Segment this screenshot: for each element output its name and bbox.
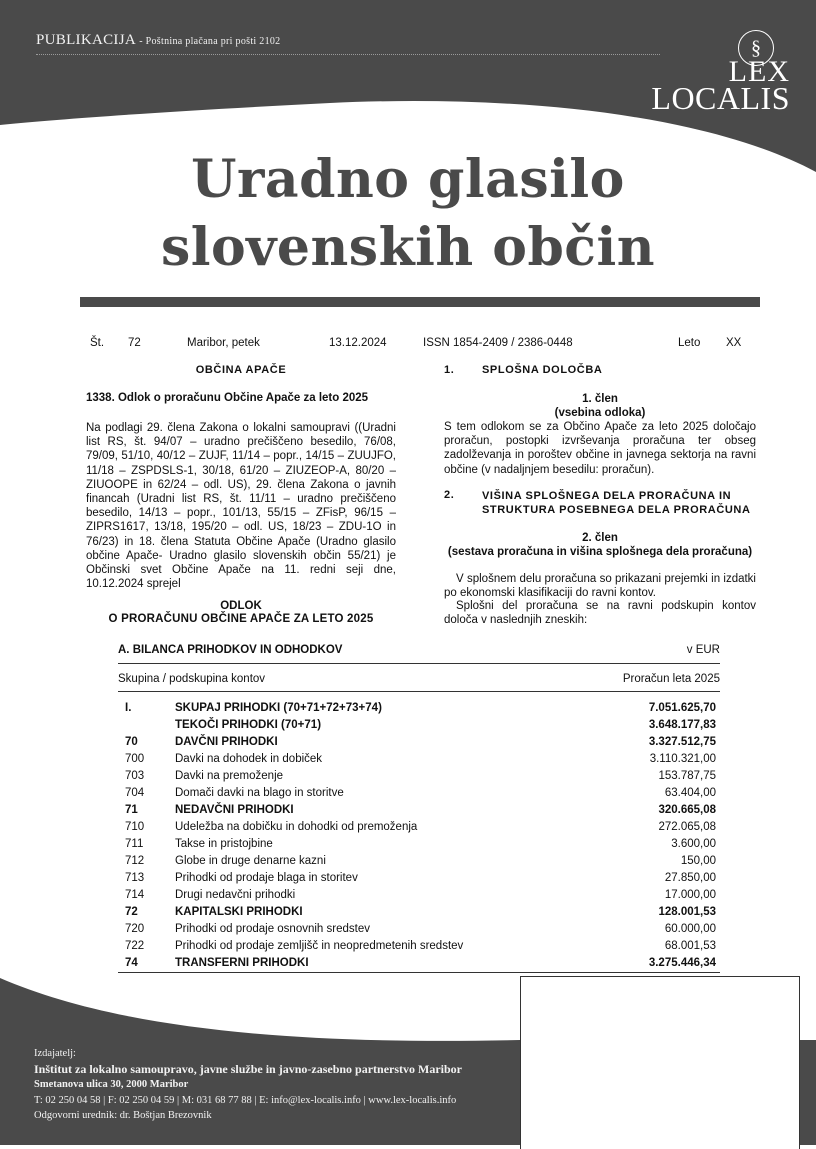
budget-balance-table	[118, 644, 720, 973]
row-value: 7.051.625,70	[648, 702, 716, 714]
row-name: Prihodki od prodaje blaga in storitev	[175, 872, 358, 884]
article2-paragraph2: Splošni del proračuna se na ravni podskupin kontov določa v naslednjih zneskih:	[444, 600, 756, 627]
issue-number-label: Št.	[90, 337, 105, 349]
article2-title: 2. člen	[582, 532, 618, 544]
table-title: A. BILANCA PRIHODKOV IN ODHODKOV	[118, 644, 343, 656]
row-name: Prihodki od prodaje zemljišč in neopredmetenih sredstev	[175, 940, 464, 952]
odlok-heading: ODLOK	[220, 600, 262, 612]
table-body	[118, 700, 720, 973]
row-value: 17.000,00	[664, 889, 716, 901]
logo-line2: LOCALIS	[651, 80, 790, 116]
row-name: Prihodki od prodaje osnovnih sredstev	[175, 923, 370, 935]
row-code	[118, 717, 175, 734]
row-name: SKUPAJ PRIHODKI (70+71+72+73+74)	[175, 702, 382, 714]
odlok-subheading: O PRORAČUNU OBČINE APAČE ZA LETO 2025	[108, 613, 374, 625]
row-value: 153.787,75	[658, 770, 716, 782]
row-code: 72	[125, 906, 138, 918]
row-name: NEDAVČNI PRIHODKI	[175, 804, 294, 816]
table-row	[118, 887, 720, 904]
row-name: TRANSFERNI PRIHODKI	[175, 957, 309, 969]
table-row	[118, 921, 720, 938]
responsible-editor: Odgovorni urednik: dr. Boštjan Brezovnik	[34, 1110, 212, 1121]
row-value: 320.665,08	[658, 804, 716, 816]
row-name: Takse in pristojbine	[175, 838, 273, 850]
row-code: 704	[125, 787, 145, 799]
row-name: Udeležba na dobičku in dohodki od premoženja	[175, 821, 418, 833]
row-code: I.	[125, 702, 132, 714]
postage-note: - Poštnina plačana pri pošti 2102	[139, 36, 281, 47]
row-value: 3.648.177,83	[648, 719, 716, 731]
row-name: Davki na dohodek in dobiček	[175, 753, 323, 765]
row-code: 71	[125, 804, 138, 816]
article1-subtitle: (vsebina odloka)	[554, 407, 646, 419]
lex-localis-logo	[650, 55, 790, 116]
table-row	[118, 751, 720, 768]
dotted-divider	[36, 54, 660, 55]
table-row	[118, 785, 720, 802]
column-header-budget: Proračun leta 2025	[622, 673, 720, 685]
row-code: 712	[125, 855, 145, 867]
table-row	[118, 819, 720, 836]
article1-text: S tem odlokom se za Občino Apače za leto 2025 določajo proračun, postopki izvrševanja proračuna ter obseg zadolževanja in poroštev občine in javnega sektorja na ravni občine (v nadaljnjem besedilu: proračun).	[444, 421, 756, 476]
issn: ISSN 1854-2409 / 2386-0448	[423, 337, 573, 349]
table-row	[118, 768, 720, 785]
column-header-group: Skupina / podskupina kontov	[118, 673, 266, 685]
section1-title: SPLOŠNA DOLOČBA	[482, 364, 603, 376]
article2-paragraph1: V splošnem delu proračuna so prikazani prejemki in izdatki po ekonomski klasifikaciji do ravni kontov.	[444, 573, 756, 600]
table-column-header	[118, 673, 720, 692]
section2-number: 2.	[444, 489, 455, 501]
publisher-address: Smetanova ulica 30, 2000 Maribor	[34, 1079, 189, 1090]
section2-title: VIŠINA SPLOŠNEGA DELA PRORAČUNA IN STRUKTURA POSEBNEGA DELA PRORAČUNA	[482, 490, 751, 516]
row-value: 3.110.321,00	[649, 753, 716, 765]
table-row	[118, 700, 720, 717]
row-code: 714	[125, 889, 145, 901]
row-value: 150,00	[680, 855, 716, 867]
publisher-contacts: T: 02 250 04 58 | F: 02 250 04 59 | M: 031 68 77 88 | E: info@lex-localis.info | www.lex-localis.info	[34, 1094, 457, 1106]
article1-title: 1. člen	[582, 393, 618, 405]
row-value: 272.065,08	[658, 821, 716, 833]
logo-line1: LEX	[728, 55, 790, 88]
row-value: 3.327.512,75	[648, 736, 716, 748]
section1-number: 1.	[444, 364, 455, 376]
year-value: XX	[726, 337, 742, 349]
issue-date: 13.12.2024	[329, 337, 387, 349]
row-code: 703	[125, 770, 145, 782]
row-code: 70	[125, 736, 138, 748]
publikacija-text: PUBLIKACIJA	[36, 32, 136, 48]
row-code: 720	[125, 923, 145, 935]
row-value: 128.001,53	[658, 906, 716, 918]
table-row	[118, 802, 720, 819]
table-row	[118, 734, 720, 751]
document-title: 1338. Odlok o proračunu Občine Apače za leto 2025	[86, 392, 369, 404]
row-code: 711	[125, 838, 144, 850]
row-code: 722	[125, 940, 145, 952]
article2-subtitle: (sestava proračuna in višina splošnega dela proračuna)	[447, 546, 753, 558]
publication-label	[36, 32, 281, 49]
row-code: 713	[125, 872, 145, 884]
table-title-row	[118, 644, 720, 664]
table-row	[118, 938, 720, 955]
title-rule	[80, 297, 760, 307]
row-name: TEKOČI PRIHODKI (70+71)	[175, 719, 322, 731]
legal-basis-text: Na podlagi 29. člena Zakona o lokalni samoupravi ((Uradni list RS, št. 94/07 – uradno prečiščeno besedilo, 76/08, 79/09, 51/10, 40/12 – ZUJF, 11/14 – popr., 14/15 – ZUUJFO, 11/18 – ZSPDSLS-1, 30/18, 61/20 – ZIUZEOP-A, 80/20 – ZIUOOPE in 62/24 – odl. US), 29. člena Zakona o javnih financah (Uradni list RS, št. 11/11 – uradno prečiščeno besedilo, 14/13 – popr., 101/13, 55/15 – ZFisP, 96/15 – ZIPRS1617, 13/18, 195/20 – odl. US, 18/23 – ZDU-1O in 76/23) in 18. člena Statuta Občine Apače (Uradno glasilo občine Apače- Uradno glasilo slovenskih občin 55/21) je Občinski svet Občine Apače na 11. redni seji dne, 10.12.2024 sprejel	[86, 422, 396, 591]
row-name: Globe in druge denarne kazni	[175, 855, 326, 867]
table-row	[118, 870, 720, 887]
row-code: 700	[125, 753, 145, 765]
masthead-title-line1: Uradno glasilo	[191, 149, 625, 210]
row-name: Davki na premoženje	[175, 770, 284, 782]
paragraph-sign-logo-icon: §	[738, 30, 774, 66]
row-value: 3.275.446,34	[648, 957, 716, 969]
blank-box	[520, 976, 800, 1149]
row-code: 710	[125, 821, 145, 833]
row-value: 63.404,00	[664, 787, 716, 799]
row-value: 68.001,53	[664, 940, 716, 952]
row-name: DAVČNI PRIHODKI	[175, 736, 278, 748]
row-code: 74	[125, 957, 138, 969]
row-name: KAPITALSKI PRIHODKI	[175, 906, 303, 918]
table-row	[118, 853, 720, 870]
masthead-title	[0, 146, 816, 282]
table-row	[118, 904, 720, 921]
row-value: 3.600,00	[671, 838, 716, 850]
publisher-footer	[34, 1046, 462, 1124]
masthead-title-line2: slovenskih občin	[160, 217, 656, 278]
row-name: Drugi nedavčni prihodki	[175, 889, 296, 901]
row-value: 27.850,00	[664, 872, 716, 884]
table-row	[118, 717, 720, 734]
municipality-heading: OBČINA APAČE	[195, 364, 287, 376]
issue-place-day: Maribor, petek	[187, 337, 260, 349]
table-currency: v EUR	[686, 644, 720, 656]
publisher-name: Inštitut za lokalno samoupravo, javne službe in javno-zasebno partnerstvo Maribor	[34, 1061, 463, 1076]
table-row	[118, 955, 720, 973]
publisher-label: Izdajatelj:	[34, 1048, 76, 1059]
issue-number: 72	[128, 337, 141, 349]
row-name: Domači davki na blago in storitve	[175, 787, 344, 799]
row-value: 60.000,00	[664, 923, 716, 935]
year-label: Leto	[678, 337, 701, 349]
table-row	[118, 836, 720, 853]
